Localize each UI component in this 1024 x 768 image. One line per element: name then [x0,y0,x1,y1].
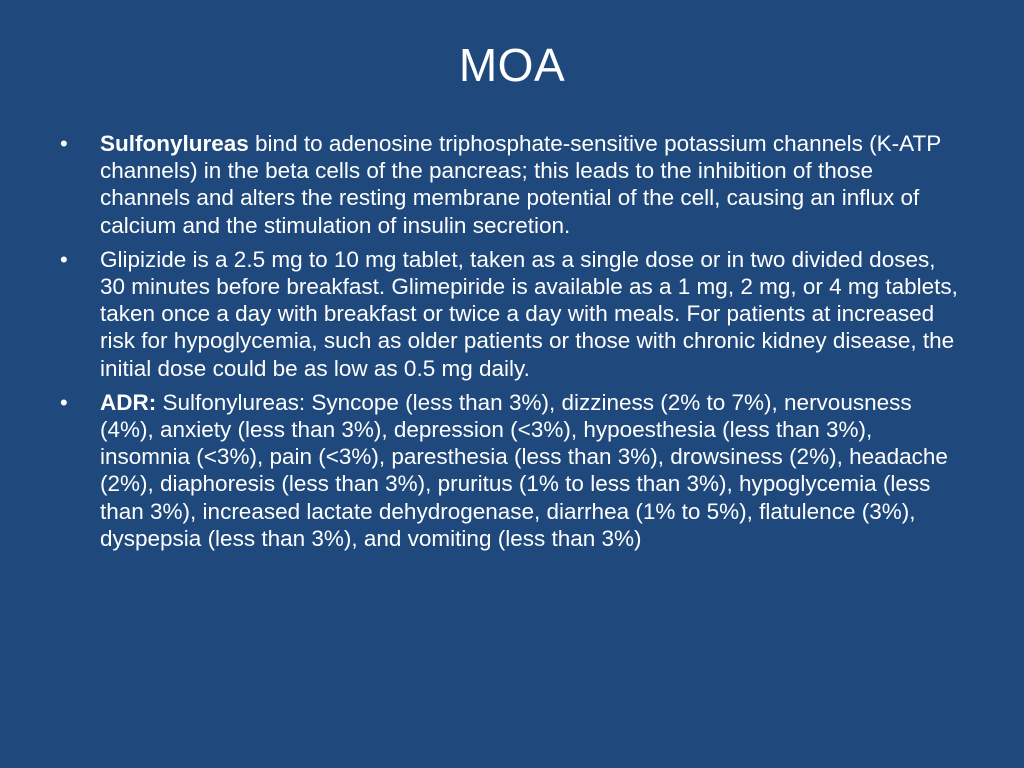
bullet-text-dosing: Glipizide is a 2.5 mg to 10 mg tablet, taken as a single dose or in two divided doses, 30 minutes before breakfast. Glimepiride is available as a 1 mg, 2 mg, or 4 mg tablets, taken once a day with breakfast or twice a day with meals. For patients at increased risk for hypoglycemia, such as older patients or those with chronic kidney disease, the initial dose could be as low as 0.5 mg daily. [100,246,958,381]
bullet-adr [60,389,965,552]
bullet-moa [60,130,965,239]
slide-title: MOA [458,39,566,91]
bullet-list [60,130,965,552]
bullet-text-adr: Sulfonylureas: Syncope (less than 3%), dizziness (2% to 7%), nervousness (4%), anxiety (less than 3%), depression (<3%), hypoesthesia (less than 3%), insomnia (<3%), pain (<3%), paresthesia (less than 3%), drowsiness (2%), headache (2%), diaphoresis (less than 3%), pruritus (1% to less than 3%), hypoglycemia (less than 3%), increased lactate dehydrogenase, diarrhea (1% to 5%), flatulence (3%), dyspepsia (less than 3%), and vomiting (less than 3%) [100,389,948,551]
bullet-lead-adr: ADR: [100,389,157,415]
bullet-dot-icon: • [60,131,68,156]
bullet-lead-sulfonylureas: Sulfonylureas [100,131,249,156]
bullet-dosing [60,246,965,382]
bullet-dot-icon: • [60,246,68,272]
bullet-dot-icon: • [60,389,68,415]
bullet-text-moa: bind to adenosine triphosphate-sensitive potassium channels (K-ATP channels) in the beta cells of the pancreas; this leads to the inhibition of those channels and alters the resting membrane potential of the cell, causing an influx of calcium and the stimulation of insulin secretion. [100,131,941,238]
